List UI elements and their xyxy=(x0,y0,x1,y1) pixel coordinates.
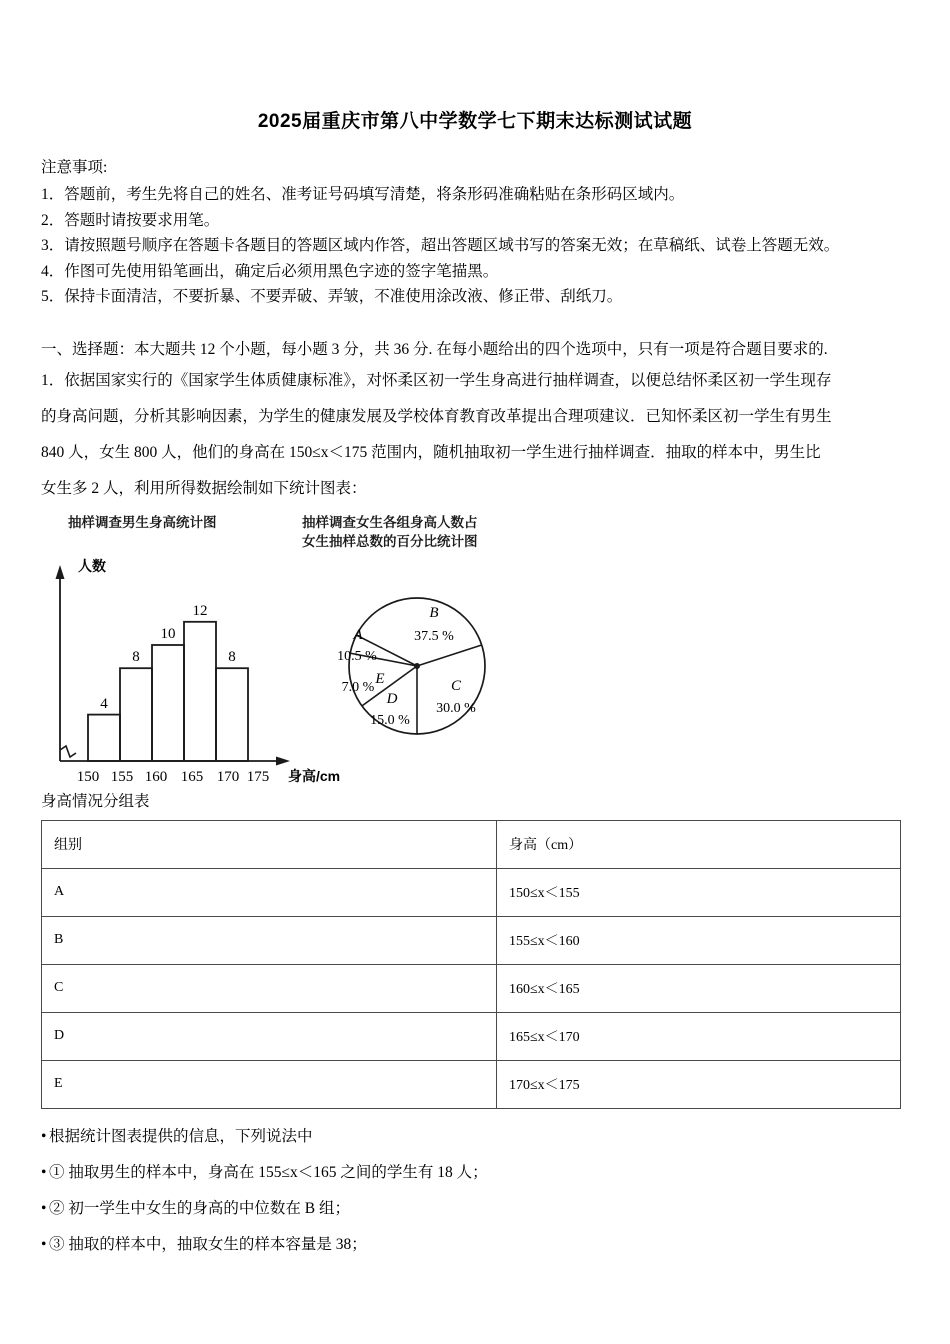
question-body xyxy=(0,363,950,507)
table-header-row xyxy=(42,820,901,868)
statement-item-text: ② 初一学生中女生的身高的中位数在 B 组； xyxy=(49,1199,350,1217)
pie-slice-label-c: C xyxy=(450,677,462,694)
pie-slice-value-d: 15.0 % xyxy=(370,712,410,728)
statement-lead xyxy=(41,1119,920,1155)
bar-chart xyxy=(56,558,341,783)
x-axis-title: 身高/cm xyxy=(288,767,341,783)
notice-item: 4．作图可先使用铅笔画出，确定后必须用黑色字迹的签字笔描黑。 xyxy=(41,262,499,280)
pie-divider-bc xyxy=(417,645,482,666)
bar-rect xyxy=(216,668,248,761)
pie-slice-label-e: E xyxy=(375,670,385,687)
bar-rect xyxy=(120,668,152,761)
bullet-icon: • xyxy=(41,1199,47,1217)
table-cell-group: D xyxy=(42,1012,497,1060)
y-axis-arrowhead-icon xyxy=(56,565,65,579)
x-axis-tick-label: 170 xyxy=(216,768,240,783)
page-title: 2025届重庆市第八中学数学七下期末达标测试试题 xyxy=(257,111,693,132)
table-row xyxy=(42,1012,901,1060)
table-header-cell: 身高（cm） xyxy=(497,820,901,868)
pie-slice-value-c: 30.0 % xyxy=(436,700,476,716)
bullet-icon: • xyxy=(41,1235,47,1253)
statement-lead-text: 根据统计图表提供的信息，下列说法中 xyxy=(49,1127,313,1145)
table-row xyxy=(42,1060,901,1108)
y-axis-title: 人数 xyxy=(78,557,106,574)
x-axis-tick-label: 150 xyxy=(76,768,100,783)
section-heading: 一、选择题：本大题共 12 个小题，每小题 3 分，共 36 分. 在每小题给出的四个选项中，只有一项是符合题目要求的. xyxy=(41,340,828,358)
x-axis-arrowhead-icon xyxy=(276,756,290,765)
notice-item: 2．答题时请按要求用笔。 xyxy=(41,211,220,229)
statements-block xyxy=(0,1119,950,1263)
statement-item xyxy=(41,1227,920,1263)
question-line: 的身高问题，分析其影响因素，为学生的健康发展及学校体育教育改革提出合理项建议．已知怀柔区初一学生有男生 xyxy=(41,407,832,425)
pie-slice-value-e: 7.0 % xyxy=(341,679,375,695)
figures-area xyxy=(0,513,950,783)
pie-slice-value-a: 10.5 % xyxy=(337,648,377,664)
statement-item-text: ③ 抽取的样本中，抽取女生的样本容量是 38； xyxy=(49,1235,367,1253)
pie-slice-value-b: 37.5 % xyxy=(414,628,454,644)
table-row xyxy=(42,868,901,916)
pie-slice-label-b: B xyxy=(429,604,439,621)
bar-value-label: 12 xyxy=(192,602,208,619)
bar-value-label: 8 xyxy=(228,648,236,665)
table-caption: 身高情况分组表 xyxy=(41,792,150,810)
table-cell-height: 155≤x＜160 xyxy=(497,916,901,964)
table-cell-height: 165≤x＜170 xyxy=(497,1012,901,1060)
notice-item: 5．保持卡面清洁，不要折暴、不要弄破、弄皱，不准使用涂改液、修正带、刮纸刀。 xyxy=(41,288,623,305)
notice-item: 3．请按照题号顺序在答题卡各题目的答题区域内作答，超出答题区域书写的答案无效；在草稿纸、试卷上答题无效。 xyxy=(41,237,840,254)
x-axis-tick-label: 160 xyxy=(144,768,168,783)
table-cell-group: B xyxy=(42,916,497,964)
notice-block xyxy=(0,155,950,310)
bar-value-label: 10 xyxy=(160,625,176,642)
bar-chart-title: 抽样调查男生身高统计图 xyxy=(68,514,217,530)
table-header-cell: 组别 xyxy=(42,820,497,868)
pie-center-dot xyxy=(414,663,420,669)
pie-slice-label-a: A xyxy=(353,626,363,643)
table-cell-group: C xyxy=(42,964,497,1012)
notice-item: 1．答题前，考生先将自己的姓名、准考证号码填写清楚，将条形码准确粘贴在条形码区域内。 xyxy=(41,186,685,203)
table-cell-group: E xyxy=(42,1060,497,1108)
axis-break-icon xyxy=(60,746,76,757)
table-row xyxy=(42,916,901,964)
bullet-icon: • xyxy=(41,1163,47,1181)
bar-value-label: 4 xyxy=(100,695,108,712)
table-cell-height: 150≤x＜155 xyxy=(497,868,901,916)
statement-item xyxy=(41,1191,920,1227)
pie-chart xyxy=(337,598,485,734)
table-body xyxy=(42,820,901,1108)
x-axis-tick-label: 155 xyxy=(110,768,134,783)
question-line: 1．依据国家实行的《国家学生体质健康标准》，对怀柔区初一学生身高进行抽样调查，以便总结怀柔区初一学生现存 xyxy=(41,371,832,389)
table-cell-group: A xyxy=(42,868,497,916)
bar-value-label: 8 xyxy=(132,648,140,665)
statement-item xyxy=(41,1155,920,1191)
table-cell-height: 160≤x＜165 xyxy=(497,964,901,1012)
height-group-table xyxy=(41,820,901,1109)
notice-heading: 注意事项: xyxy=(41,159,108,176)
x-axis-tick-label: 175 xyxy=(246,768,270,783)
pie-slice-label-d: D xyxy=(386,690,398,707)
statistics-figures-svg xyxy=(0,513,950,783)
question-line: 840 人，女生 800 人，他们的身高在 150≤x＜175 范围内，随机抽取初一学生进行抽样调查．抽取的样本中，男生比 xyxy=(41,443,821,461)
x-axis-tick-label: 165 xyxy=(180,768,204,783)
statement-item-text: ① 抽取男生的样本中，身高在 155≤x＜165 之间的学生有 18 人； xyxy=(49,1163,488,1181)
table-cell-height: 170≤x＜175 xyxy=(497,1060,901,1108)
bar-rect xyxy=(152,645,184,761)
pie-chart-title-line2: 女生抽样总数的百分比统计图 xyxy=(302,533,478,549)
bar-rect xyxy=(184,621,216,760)
table-row xyxy=(42,964,901,1012)
question-line: 女生多 2 人，利用所得数据绘制如下统计图表： xyxy=(41,479,367,497)
bullet-icon: • xyxy=(41,1127,47,1145)
bar-rect xyxy=(88,714,120,760)
pie-chart-title-line1: 抽样调查女生各组身高人数占 xyxy=(302,514,478,530)
